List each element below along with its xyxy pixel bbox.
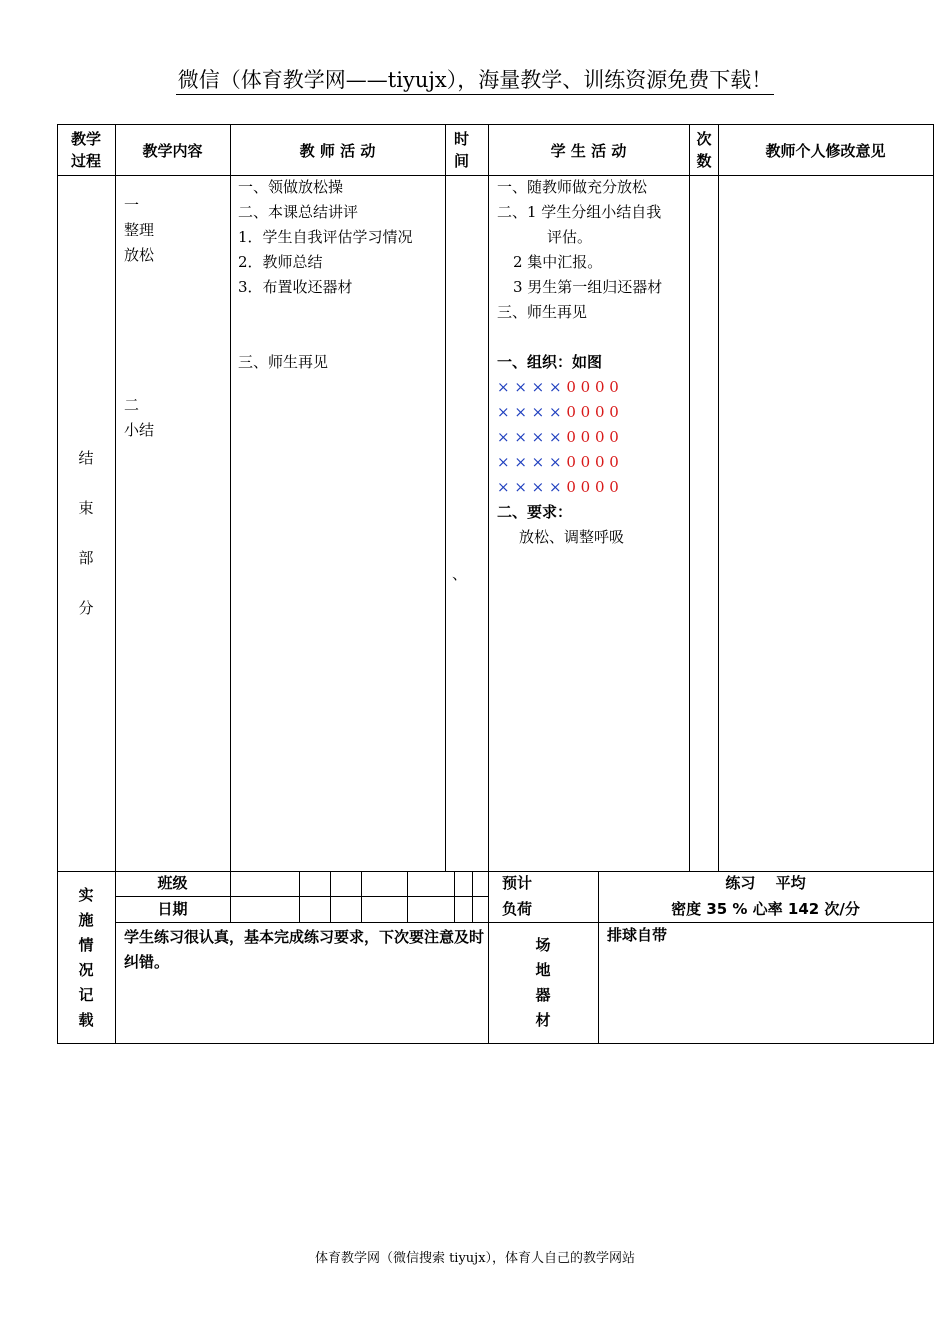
student-activity-line: 2 集中汇报。 bbox=[513, 253, 603, 271]
formation-zeros: 0 0 0 0 bbox=[566, 378, 619, 396]
student-activity-line: 3 男生第一组归还器材 bbox=[513, 278, 663, 296]
load-label: 预计 bbox=[502, 874, 533, 892]
content-item: 小结 bbox=[124, 421, 155, 439]
section-label-end: 结 束 部 分 bbox=[78, 449, 94, 617]
content-item: 二 bbox=[124, 396, 140, 414]
lesson-comment: 学生练习很认真，基本完成练习要求，下次要注意及时纠错。 bbox=[124, 928, 485, 971]
cell-divider bbox=[407, 871, 408, 922]
col-divider-teacher bbox=[445, 124, 446, 871]
formation-crosses: × × × × bbox=[497, 478, 562, 496]
content-item: 放松 bbox=[124, 246, 155, 264]
organization-title: 一、组织：如图 bbox=[497, 353, 603, 371]
record-divider bbox=[115, 922, 934, 923]
requirement-title: 二、要求： bbox=[497, 503, 573, 521]
teacher-activity-line: 一、领做放松操 bbox=[238, 178, 344, 196]
record-label: 实 施 情 况 记 载 bbox=[78, 886, 94, 1029]
formation-zeros: 0 0 0 0 bbox=[566, 453, 619, 471]
teacher-activity-line: 三、师生再见 bbox=[238, 353, 329, 371]
col-header-content: 教学内容 bbox=[142, 142, 203, 160]
student-activity-line: 评估。 bbox=[547, 228, 593, 246]
formation-row bbox=[497, 425, 619, 450]
cell-divider bbox=[472, 871, 473, 922]
col-divider-count bbox=[718, 124, 719, 871]
formation-row bbox=[497, 450, 619, 475]
formation-zeros: 0 0 0 0 bbox=[566, 478, 619, 496]
content-item: 整理 bbox=[124, 221, 155, 239]
header-row-divider bbox=[57, 175, 934, 176]
content-item: 一 bbox=[124, 196, 140, 214]
col-header-time: 时 间 bbox=[453, 130, 469, 170]
page-footer: 体育教学网（微信搜索 tiyujx），体育人自己的教学网站 bbox=[314, 1251, 636, 1266]
teacher-activity-line: 3．布置收还器材 bbox=[238, 278, 353, 296]
cell-divider bbox=[454, 871, 455, 922]
formation-crosses: × × × × bbox=[497, 453, 562, 471]
col-header-process: 教学 过程 bbox=[70, 130, 101, 170]
cell-divider bbox=[330, 871, 331, 922]
col-header-teacher: 教 师 活 动 bbox=[299, 142, 376, 160]
date-label: 日期 bbox=[157, 900, 188, 918]
load-label: 负荷 bbox=[502, 900, 533, 918]
equipment-label: 场 地 器 材 bbox=[535, 936, 551, 1029]
student-activity-line: 二、1 学生分组小结自我 bbox=[497, 203, 662, 221]
formation-row bbox=[497, 375, 619, 400]
col-divider-content bbox=[230, 124, 231, 922]
teacher-activity-line: 二、本课总结讲评 bbox=[238, 203, 359, 221]
load-line-2: 密度 35 % 心率 142 次/分 bbox=[671, 900, 860, 918]
time-mark: 、 bbox=[452, 565, 468, 583]
equipment-text: 排球自带 bbox=[607, 926, 668, 944]
formation-row bbox=[497, 475, 619, 500]
table-border-right bbox=[933, 124, 934, 1043]
table-border-top bbox=[57, 124, 934, 125]
formation-zeros: 0 0 0 0 bbox=[566, 403, 619, 421]
col-divider-student bbox=[689, 124, 690, 871]
col-divider-time bbox=[488, 124, 489, 1043]
student-activity-line: 一、随教师做充分放松 bbox=[497, 178, 648, 196]
formation-crosses: × × × × bbox=[497, 403, 562, 421]
teacher-activity-line: 2．教师总结 bbox=[238, 253, 323, 271]
teacher-activity-line: 1．学生自我评估学习情况 bbox=[238, 228, 413, 246]
col-header-student: 学 生 活 动 bbox=[550, 142, 627, 160]
formation-row bbox=[497, 400, 619, 425]
cell-divider bbox=[361, 871, 362, 922]
requirement-text: 放松、调整呼吸 bbox=[519, 528, 625, 546]
page-header-title: 微信（体育教学网——tiyujx），海量教学、训练资源免费下载！ bbox=[0, 64, 950, 94]
col-header-notes: 教师个人修改意见 bbox=[765, 142, 886, 160]
formation-crosses: × × × × bbox=[497, 378, 562, 396]
student-activity-line: 三、师生再见 bbox=[497, 303, 588, 321]
formation-crosses: × × × × bbox=[497, 428, 562, 446]
formation-zeros: 0 0 0 0 bbox=[566, 428, 619, 446]
class-label: 班级 bbox=[157, 874, 188, 892]
load-line-1: 练习 平均 bbox=[725, 874, 806, 892]
cell-divider bbox=[299, 871, 300, 922]
col-header-count: 次 数 bbox=[696, 130, 712, 170]
table-border-bottom bbox=[57, 1043, 934, 1044]
